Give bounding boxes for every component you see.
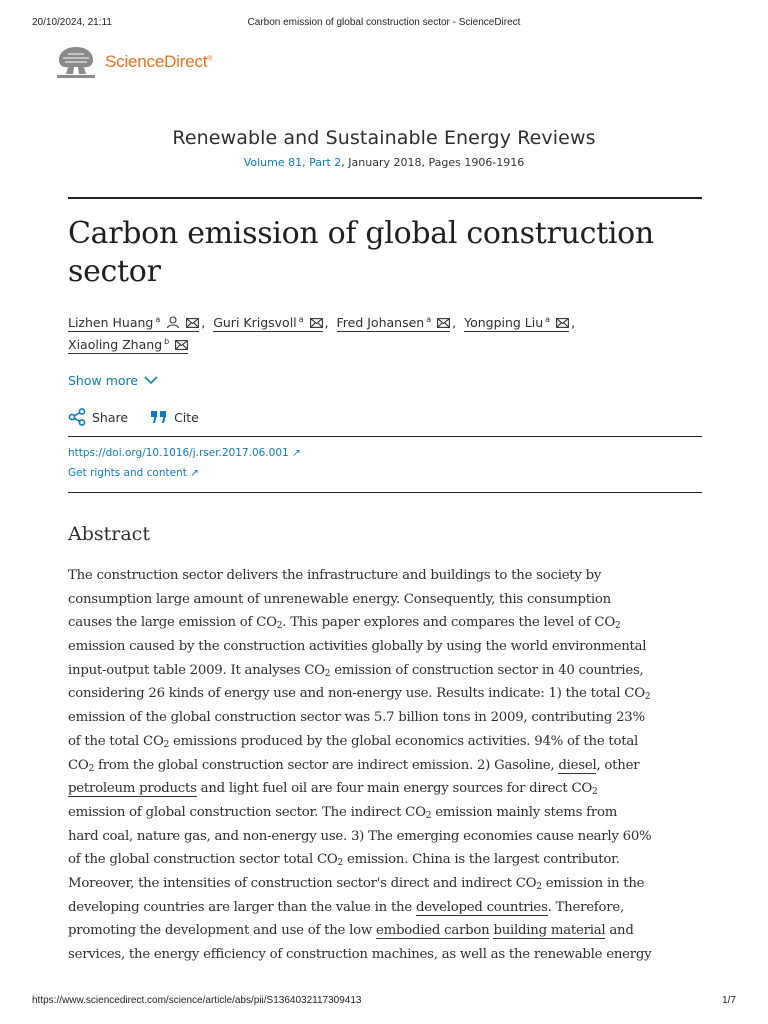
issue-date-pages: , January 2018, Pages 1906-1916 [341, 156, 525, 169]
print-header [0, 17, 768, 31]
print-url: https://www.sciencedirect.com/science/article/abs/pii/S1364032117309413 [32, 995, 362, 1006]
show-more-button[interactable]: Show more [68, 373, 158, 388]
article-actions [68, 408, 199, 426]
abstract-body: The construction sector delivers the infrastructure and buildings to the society by consumption large amount of unrenewable energy. Consequently, this consumption causes the large emission of $CO_2$. This paper explores and compares the level of $CO_2$ emission caused by the construction activities globally by using the world environmental input-output table 2009. It analyses $CO_2$ emission of construction sector in 40 countries, considering 26 kinds of energy use and non-energy use. Results indicate: 1) the total $CO_2$ emission of the global construction sector was 5.7 billion tons in 2009, contributing 23% of the total $CO_2$ emissions produced by the global economics activities. 94% of the total $CO_2$ from the global construction sector are indirect emission. 2) Gasoline, diesel, other petroleum products and light fuel oil are four main energy sources for direct $CO_2$ emission of global construction sector. The indirect $CO_2$ emission mainly stems from hard coal, nature gas, and non-energy use. 3) The emerging economies cause nearly 60% of the global construction sector total $CO_2$ emission. China is the largest contributor. Moreover, the intensities of construction sector's direct and indirect $CO_2$ emission in the developing countries are larger than the value in the developed countries. Therefore, promoting the development and use of the low embodied carbon building material and services, the energy efficiency of construction machines, as well as the renewable energy [68, 568, 652, 962]
quote-icon [150, 410, 168, 424]
external-link-icon: ↗ [292, 447, 301, 459]
elsevier-tree-icon [53, 43, 99, 81]
volume-link[interactable]: Volume 81, Part 2 [243, 156, 342, 169]
author-link[interactable]: Yongping Liu $^a$ [464, 312, 569, 332]
author-link[interactable]: Xiaoling Zhang $^b$ [68, 334, 188, 354]
diesel-link[interactable]: diesel [558, 757, 597, 773]
title-divider [68, 197, 702, 199]
rights-link[interactable]: Get rights and content ↗ [68, 467, 199, 479]
email-icon [437, 318, 450, 328]
journal-name[interactable]: Renewable and Sustainable Energy Reviews [172, 127, 596, 149]
developed-countries-link[interactable]: developed countries [415, 899, 548, 915]
logo-text: ScienceDirect® [105, 52, 213, 71]
email-icon [175, 340, 188, 350]
person-icon [166, 316, 180, 328]
author-list: Lizhen Huang $^a$ , Guri Krigsvoll $^a$ , Fred Johansen $^a$ , Yongping Liu $^a$ , Xiaoling Zhang $^b$ [68, 312, 708, 356]
print-footer [0, 995, 768, 1009]
email-icon [310, 318, 323, 328]
issue-info [0, 156, 768, 169]
external-link-icon: ↗ [190, 467, 199, 479]
chevron-down-icon [144, 376, 158, 385]
print-page-number: 1/7 [722, 995, 736, 1006]
print-datetime: 20/10/2024, 21:11 [32, 17, 112, 28]
author-link[interactable]: Fred Johansen $^a$ [337, 312, 451, 332]
petroleum-products-link[interactable]: petroleum products [68, 781, 197, 797]
email-icon [556, 318, 569, 328]
share-button[interactable]: Share [68, 408, 128, 426]
share-icon [68, 408, 86, 426]
doi-link[interactable]: https://doi.org/10.1016/j.rser.2017.06.001 ↗ [68, 447, 301, 459]
sciencedirect-logo[interactable] [53, 42, 212, 82]
author-link[interactable]: Guri Krigsvoll $^a$ [213, 312, 322, 332]
embodied-carbon-link[interactable]: embodied carbon [376, 923, 490, 939]
article-title: Carbon emission of global construction sector [68, 216, 654, 289]
print-tab-title: Carbon emission of global construction sector - ScienceDirect [247, 17, 521, 28]
abstract-heading: Abstract [68, 523, 150, 545]
email-icon [186, 318, 199, 328]
doi-divider-bottom [68, 492, 702, 493]
doi-divider-top [68, 436, 702, 437]
building-material-link[interactable]: building material [493, 923, 606, 939]
cite-button[interactable]: Cite [150, 408, 199, 426]
author-link[interactable]: Lizhen Huang $^a$ [68, 312, 199, 332]
